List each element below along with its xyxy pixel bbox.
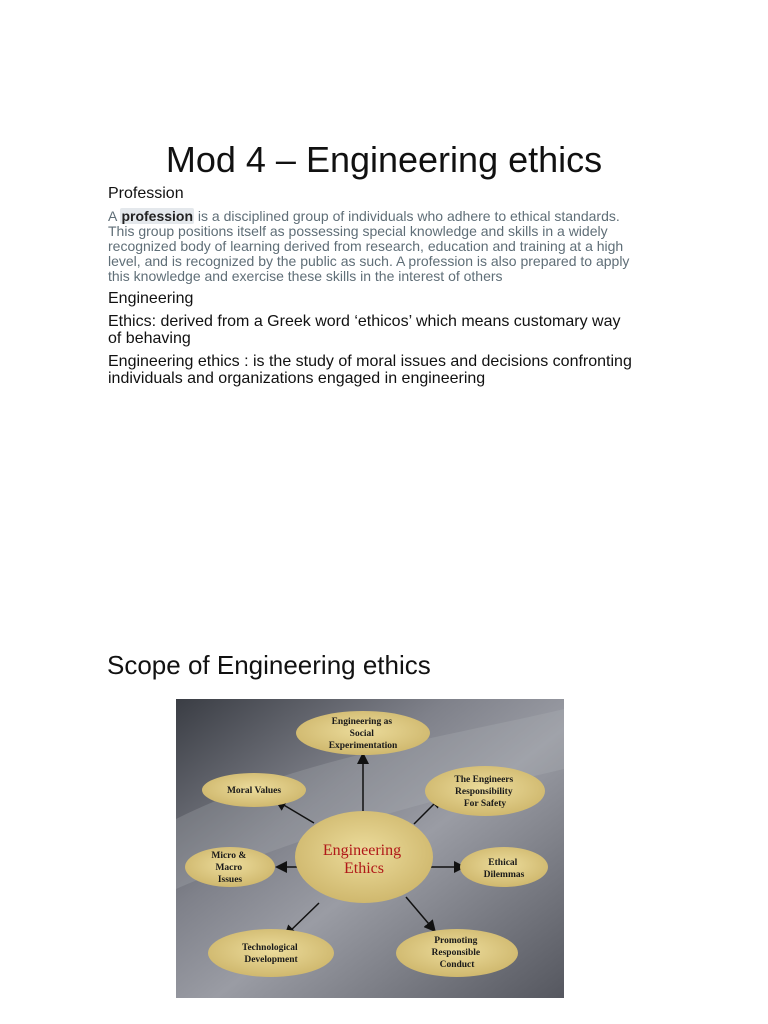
node-left-line-3: Issues	[217, 875, 243, 885]
node-top-right-line-3: For Safety	[463, 799, 507, 809]
node-top-line-3: Experimentation	[328, 741, 398, 751]
center-line-2: Ethics	[344, 860, 384, 877]
node-ethical-dilemmas	[460, 847, 548, 887]
node-top-line-1: Engineering as	[331, 717, 393, 727]
profession-keyword: profession	[121, 208, 194, 224]
node-bottom-left-line-1: Technological	[242, 943, 298, 953]
scope-section-title: Scope of Engineering ethics	[107, 650, 431, 680]
node-engineering-ethics-center	[295, 811, 433, 903]
node-left-line-2: Macro	[215, 863, 243, 873]
node-responsible-conduct	[396, 929, 518, 977]
node-right-line-2: Dilemmas	[483, 870, 525, 880]
node-top-right-line-2: Responsibility	[455, 787, 513, 797]
node-bottom-left-line-2: Development	[244, 955, 298, 965]
node-left-line-1: Micro &	[211, 851, 247, 861]
node-bottom-right-line-1: Promoting	[434, 936, 478, 946]
node-responsibility-safety	[425, 766, 545, 816]
page-title: Mod 4 – Engineering ethics	[165, 139, 603, 180]
node-bottom-right-line-3: Conduct	[439, 960, 475, 970]
engineering-heading: Engineering	[108, 290, 194, 307]
content-body	[108, 184, 638, 387]
profession-heading: Profession	[108, 185, 184, 202]
node-bottom-right-line-2: Responsible	[431, 948, 481, 958]
node-moral-values	[202, 773, 306, 807]
node-micro-macro-issues	[185, 847, 275, 887]
ethics-definition: Ethics: derived from a Greek word ‘ethicos’ which means customary way of behaving	[108, 313, 621, 347]
svg-text:Moral Values	[227, 786, 281, 796]
engineering-ethics-definition: Engineering ethics : is the study of moral issues and decisions confronting individuals and organizations engaged in engineering	[108, 353, 632, 387]
definition-prefix: A	[108, 208, 121, 224]
node-technological-development	[208, 929, 334, 977]
node-top-left-line-1: Moral Values	[226, 786, 282, 796]
profession-definition	[108, 209, 638, 284]
node-social-experimentation	[296, 711, 430, 755]
scope-diagram	[176, 699, 564, 998]
node-right-line-1: Ethical	[488, 858, 518, 868]
definition-rest: is a disciplined group of individuals who adhere to ethical standards. This group positions itself as possessing special knowledge and skills in a widely recognized body of learning derived from research, education and training at a high level, and is recognized by the public as such. A profession is also prepared to apply this knowledge and exercise these skills in the interest of others	[108, 208, 630, 284]
node-top-line-2: Social	[349, 729, 374, 739]
scope-diagram-svg	[176, 699, 564, 998]
center-line-1: Engineering	[322, 842, 402, 859]
node-top-right-line-1: The Engineers	[454, 775, 514, 785]
